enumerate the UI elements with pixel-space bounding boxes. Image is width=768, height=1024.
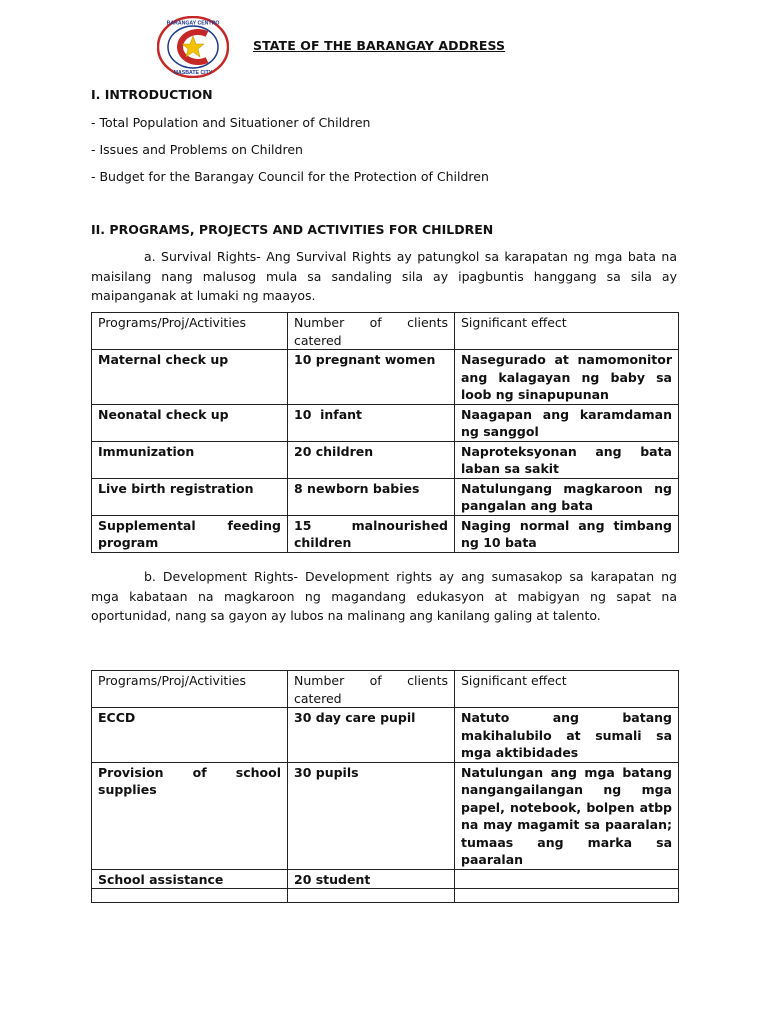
table-cell: Immunization — [92, 441, 288, 478]
table-row — [92, 762, 679, 869]
table-header-cell: Programs/Proj/Activities — [92, 671, 288, 708]
intro-heading: I. INTRODUCTION — [91, 87, 213, 102]
document-title: STATE OF THE BARANGAY ADDRESS — [253, 38, 506, 53]
table-cell: School assistance — [92, 869, 288, 889]
table-cell: Supplemental feeding program — [92, 515, 288, 552]
table-cell: 30 day care pupil — [288, 708, 455, 763]
development-rights-table — [91, 670, 679, 903]
table-cell: Natuto ang batang makihalubilo at sumali sa mga aktibidades — [455, 708, 679, 763]
table-header-cell: Number of clients catered — [288, 313, 455, 350]
table-header-cell: Number of clients catered — [288, 671, 455, 708]
development-rights-paragraph: b. Development Rights- Development rights ay ang sumasakop sa karapatan ng mga kabataan na magkaroon ng magandang edukasyon at mabigyan ng sapat na oportunidad, nang sa gayon ay lubos na malinang ang kanilang galing at talento. — [91, 569, 677, 623]
table-cell: Naagapan ang karamdaman ng sanggol — [455, 404, 679, 441]
table-row — [92, 478, 679, 515]
table-row — [92, 708, 679, 763]
table-cell: ECCD — [92, 708, 288, 763]
barangay-seal-logo — [157, 16, 229, 78]
table-row — [92, 404, 679, 441]
table-cell: 20 student — [288, 869, 455, 889]
table-cell: Live birth registration — [92, 478, 288, 515]
table-row — [92, 350, 679, 405]
intro-item: - Budget for the Barangay Council for the Protection of Children — [91, 169, 489, 184]
table-cell — [455, 869, 679, 889]
table-row — [92, 441, 679, 478]
table-header-row — [92, 671, 679, 708]
programs-heading: II. PROGRAMS, PROJECTS AND ACTIVITIES FOR CHILDREN — [91, 222, 494, 237]
table-header-row — [92, 313, 679, 350]
table-cell: Maternal check up — [92, 350, 288, 405]
survival-rights-table — [91, 312, 679, 553]
table-cell — [92, 889, 288, 903]
table-cell: Neonatal check up — [92, 404, 288, 441]
intro-item: - Issues and Problems on Children — [91, 142, 303, 157]
intro-item: - Total Population and Situationer of Children — [91, 115, 371, 130]
table-header-cell: Significant effect — [455, 671, 679, 708]
table-cell: 10 pregnant women — [288, 350, 455, 405]
table-cell: Nasegurado at namomonitor ang kalagayan ng baby sa loob ng sinapupunan — [455, 350, 679, 405]
survival-rights-paragraph: a. Survival Rights- Ang Survival Rights ay patungkol sa karapatan ng mga bata na maisilang nang malusog mula sa sandaling sila ay ipagbuntis hanggang sa sila ay maipanganak at lumaki ng maayos. — [91, 249, 677, 303]
table-header-cell: Programs/Proj/Activities — [92, 313, 288, 350]
table-cell: Natulungang magkaroon ng pangalan ang bata — [455, 478, 679, 515]
table-cell: Natulungan ang mga batang nangangailangan ng mga papel, notebook, bolpen atbp na may magamit sa paaralan; tumaas ang marka sa paaralan — [455, 762, 679, 869]
table-row — [92, 869, 679, 889]
table-cell: Naging normal ang timbang ng 10 bata — [455, 515, 679, 552]
table-header-cell: Significant effect — [455, 313, 679, 350]
table-cell: 30 pupils — [288, 762, 455, 869]
table-row — [92, 889, 679, 903]
seal-bottom-text: MASBATE CITY — [173, 70, 213, 76]
table-cell — [288, 889, 455, 903]
table-cell: Provision of school supplies — [92, 762, 288, 869]
table-cell: 10 infant — [288, 404, 455, 441]
table-cell: 15 malnourished children — [288, 515, 455, 552]
table-cell — [455, 889, 679, 903]
table-cell: 20 children — [288, 441, 455, 478]
table-cell: Naproteksyonan ang bata laban sa sakit — [455, 441, 679, 478]
seal-top-text: BARANGAY CENTRO — [166, 20, 220, 27]
table-row — [92, 515, 679, 552]
table-cell: 8 newborn babies — [288, 478, 455, 515]
